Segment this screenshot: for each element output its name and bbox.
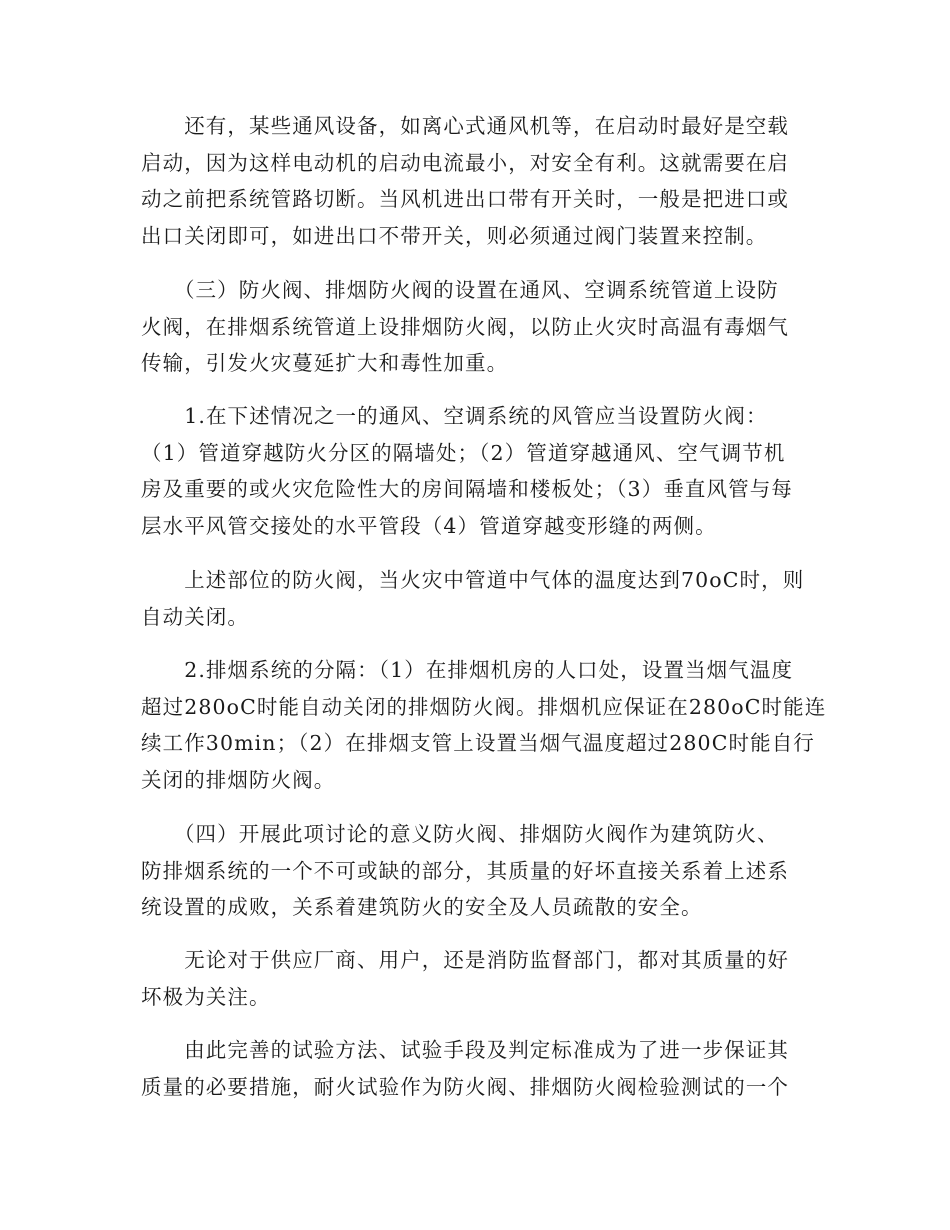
paragraph-fan-startup <box>141 108 811 254</box>
text-line: 无论对于供应厂商、用户，还是消防监督部门，都对其质量的好 <box>141 948 789 972</box>
text-line: 1.在下述情况之一的通风、空调系统的风管应当设置防火阀： <box>141 404 768 428</box>
text-line: 出口关闭即可，如进出口不带开关，则必须通过阀门装置来控制。 <box>141 223 768 248</box>
paragraph-auto-close-70 <box>141 562 811 635</box>
text-line: （三）防火阀、排烟防火阀的设置在通风、空调系统管道上设防 <box>141 278 779 302</box>
text-line: 火阀，在排烟系统管道上设排烟防火阀，以防止火灾时高温有毒烟气 <box>141 314 789 339</box>
text-line: 防排烟系统的一个不可或缺的部分，其质量的好坏直接关系着上述系 <box>141 858 789 883</box>
text-line: 2.排烟系统的分隔：（1）在排烟机房的人口处，设置当烟气温度 <box>141 658 794 682</box>
text-line: 启动，因为这样电动机的启动电流最小，对安全有利。这就需要在启 <box>141 150 789 175</box>
text-line: （1）管道穿越防火分区的隔墙处；（2）管道穿越通风、空气调节机 <box>141 440 786 465</box>
paragraph-stakeholder-concern <box>141 942 811 1015</box>
text-line: 由此完善的试验方法、试验手段及判定标准成为了进一步保证其 <box>141 1038 789 1062</box>
text-line: 动之前把系统管路切断。当风机进出口带有开关时，一般是把进口或 <box>141 187 789 211</box>
text-line: 上述部位的防火阀，当火灾中管道中气体的温度达到70oC时，则 <box>141 568 805 592</box>
text-line: 房及重要的或火灾危险性大的房间隔墙和楼板处；（3）垂直风管与每 <box>141 477 793 501</box>
paragraph-section-4-significance <box>141 816 811 926</box>
paragraph-smoke-system-separation <box>141 652 827 798</box>
text-line: 统设置的成败，关系着建筑防火的安全及人员疏散的安全。 <box>141 895 703 919</box>
text-line: 坏极为关注。 <box>141 984 271 1009</box>
text-line: （四）开展此项讨论的意义防火阀、排烟防火阀作为建筑防火、 <box>141 822 779 846</box>
text-line: 关闭的排烟防火阀。 <box>141 767 336 792</box>
paragraph-damper-locations <box>141 398 811 544</box>
text-line: 层水平风管交接处的水平管段（4）管道穿越变形缝的两侧。 <box>141 513 717 538</box>
paragraph-test-methods <box>141 1032 811 1105</box>
text-line: 传输，引发火灾蔓延扩大和毒性加重。 <box>141 351 509 375</box>
text-line: 质量的必要措施，耐火试验作为防火阀、排烟防火阀检验测试的一个 <box>141 1074 789 1099</box>
text-line: 续工作30min；（2）在排烟支管上设置当烟气温度超过280C时能自行 <box>141 731 815 755</box>
text-line: 自动关闭。 <box>141 604 249 629</box>
text-line: 还有，某些通风设备，如离心式通风机等，在启动时最好是空载 <box>141 114 789 138</box>
paragraph-section-3-fire-damper-setup <box>141 272 811 382</box>
text-line: 超过280oC时能自动关闭的排烟防火阀。排烟机应保证在280oC时能连 <box>141 694 827 719</box>
